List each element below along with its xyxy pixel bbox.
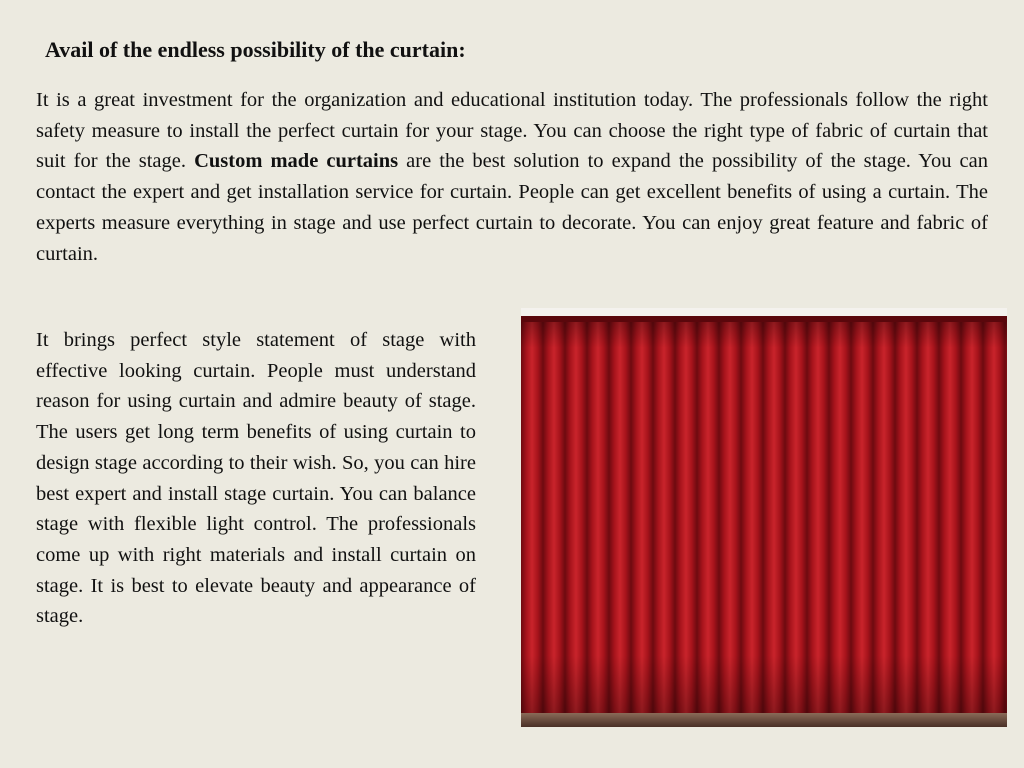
intro-text-start: It is a great investment for the organization and educational institution today. The professionals follow the right safety measure to install the perfect curtain for your stage. You can choose the right type of fabric of curtain that suit for the stage. — [36, 89, 988, 173]
red-curtain-image — [521, 308, 1007, 727]
stage-floor — [521, 713, 1007, 727]
curtain-illustration — [521, 308, 1007, 727]
intro-paragraph — [36, 85, 988, 269]
custom-made-curtains-keyword[interactable]: Custom made curtains — [194, 150, 399, 173]
page-title: Avail of the endless possibility of the curtain: — [45, 37, 466, 62]
benefits-paragraph: It brings perfect style statement of stage with effective looking curtain. People must understand reason for using curtain and admire beauty of stage. The users get long term benefits of using curtain to design stage according to their wish. So, you can hire best expert and install stage curtain. You can balance stage with flexible light control. The professionals come up with right materials and install curtain on stage. It is best to elevate beauty and appearance of stage. — [36, 329, 476, 628]
intro-text-end: are the best solution to expand the possibility of the stage. You can contact the expert and get installation service for curtain. People can get excellent benefits of using a curtain. The experts measure everything in stage and use perfect curtain to decorate. You can enjoy great feature and fabric of curtain. — [36, 150, 988, 265]
